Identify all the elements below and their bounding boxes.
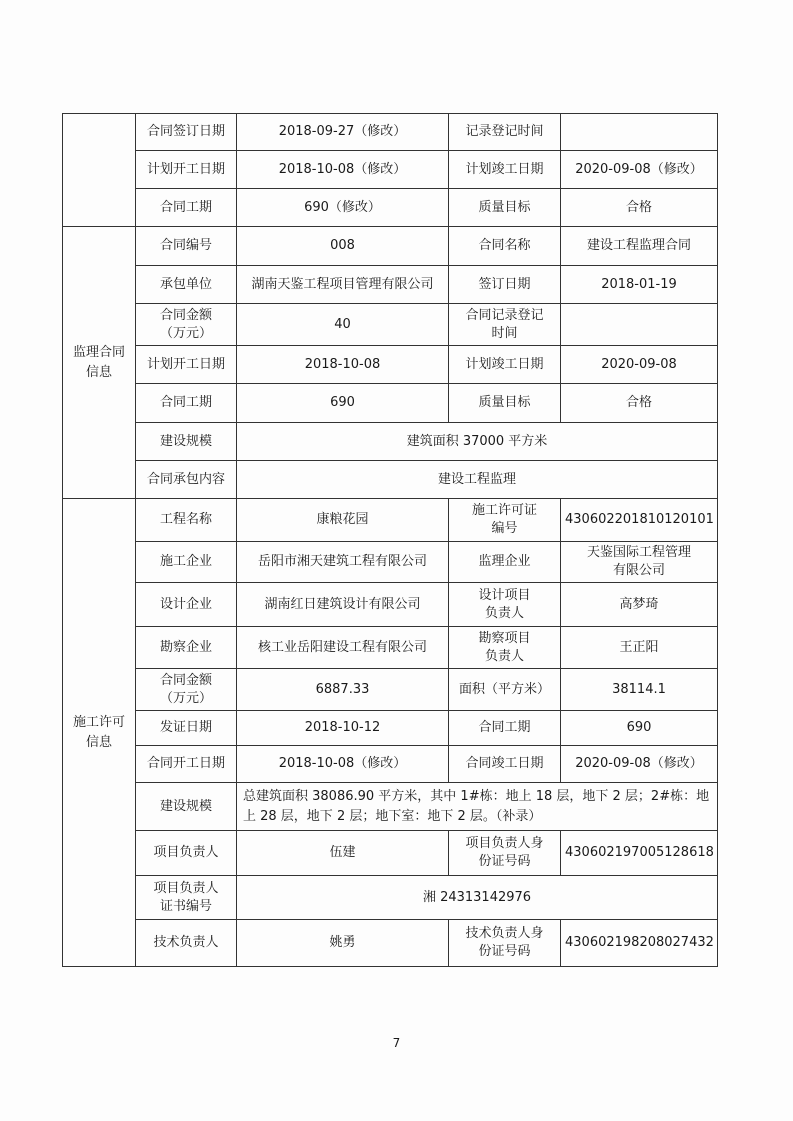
table-row <box>63 669 718 711</box>
table-row <box>63 384 718 423</box>
field-value: 2018-10-12 <box>237 711 449 746</box>
field-label: 合同工期 <box>136 189 237 227</box>
table-row <box>63 151 718 189</box>
field-value: 2018-10-08（修改） <box>237 151 449 189</box>
table-row <box>63 876 718 920</box>
field-label: 合同记录登记 时间 <box>449 304 561 346</box>
field-value: 2020-09-08（修改） <box>561 746 718 783</box>
field-value-wide: 建筑面积 37000 平方米 <box>237 423 718 461</box>
section-title-permit: 施工许可 信息 <box>63 499 136 967</box>
table-row <box>63 627 718 669</box>
field-value: 天鉴国际工程管理 有限公司 <box>561 542 718 583</box>
table-row <box>63 461 718 499</box>
field-label: 合同签订日期 <box>136 114 237 151</box>
field-value-wide: 总建筑面积 38086.90 平方米，其中 1#栋：地上 18 层，地下 2 层；2#栋：地上 28 层，地下 2 层；地下室：地下 2 层。（补录） <box>237 783 718 831</box>
field-value-wide: 湘 24313142976 <box>237 876 718 920</box>
field-value: 690（修改） <box>237 189 449 227</box>
field-value <box>561 304 718 346</box>
field-value: 伍建 <box>237 831 449 876</box>
field-label: 合同竣工日期 <box>449 746 561 783</box>
field-label: 质量目标 <box>449 189 561 227</box>
field-label: 计划开工日期 <box>136 346 237 384</box>
field-value: 690 <box>237 384 449 423</box>
field-label: 记录登记时间 <box>449 114 561 151</box>
table-row <box>63 583 718 627</box>
field-value: 高梦琦 <box>561 583 718 627</box>
field-value: 合格 <box>561 384 718 423</box>
table-row <box>63 304 718 346</box>
table-row <box>63 499 718 542</box>
field-label: 合同名称 <box>449 227 561 266</box>
field-label: 签订日期 <box>449 266 561 304</box>
field-label: 技术负责人 <box>136 920 237 967</box>
field-label: 施工企业 <box>136 542 237 583</box>
field-value: 康粮花园 <box>237 499 449 542</box>
field-value-wide: 建设工程监理 <box>237 461 718 499</box>
field-value: 38114.1 <box>561 669 718 711</box>
field-value: 690 <box>561 711 718 746</box>
field-value: 430602197005128618 <box>561 831 718 876</box>
table-row <box>63 423 718 461</box>
field-value: 合格 <box>561 189 718 227</box>
page-number: 7 <box>392 1036 401 1050</box>
field-value: 2018-10-08（修改） <box>237 746 449 783</box>
field-value: 湖南红日建筑设计有限公司 <box>237 583 449 627</box>
table-row <box>63 746 718 783</box>
field-label: 承包单位 <box>136 266 237 304</box>
field-label: 建设规模 <box>136 783 237 831</box>
field-value <box>561 114 718 151</box>
field-label: 合同承包内容 <box>136 461 237 499</box>
table-row <box>63 783 718 831</box>
field-label: 项目负责人 <box>136 831 237 876</box>
field-label: 发证日期 <box>136 711 237 746</box>
field-value: 2018-01-19 <box>561 266 718 304</box>
field-value: 6887.33 <box>237 669 449 711</box>
table-row <box>63 189 718 227</box>
table-row <box>63 114 718 151</box>
field-label: 合同工期 <box>136 384 237 423</box>
field-label: 勘察企业 <box>136 627 237 669</box>
field-value: 2018-10-08 <box>237 346 449 384</box>
field-value: 岳阳市湘天建筑工程有限公司 <box>237 542 449 583</box>
table-row <box>63 711 718 746</box>
section-header-cell <box>63 114 136 227</box>
field-label: 设计项目 负责人 <box>449 583 561 627</box>
table-row <box>63 920 718 967</box>
field-label: 合同工期 <box>449 711 561 746</box>
field-label: 勘察项目 负责人 <box>449 627 561 669</box>
field-label: 计划竣工日期 <box>449 151 561 189</box>
field-label: 工程名称 <box>136 499 237 542</box>
field-value: 2020-09-08（修改） <box>561 151 718 189</box>
field-label: 建设规模 <box>136 423 237 461</box>
field-value: 王正阳 <box>561 627 718 669</box>
table-row <box>63 542 718 583</box>
field-label: 计划开工日期 <box>136 151 237 189</box>
table-row <box>63 831 718 876</box>
field-label: 质量目标 <box>449 384 561 423</box>
field-value: 430602198208027432 <box>561 920 718 967</box>
field-value: 湖南天鉴工程项目管理有限公司 <box>237 266 449 304</box>
table-row <box>63 266 718 304</box>
field-value: 2018-09-27（修改） <box>237 114 449 151</box>
field-value: 2020-09-08 <box>561 346 718 384</box>
field-value: 008 <box>237 227 449 266</box>
field-value: 建设工程监理合同 <box>561 227 718 266</box>
project-info-table <box>62 113 718 967</box>
field-label: 技术负责人身 份证号码 <box>449 920 561 967</box>
field-value: 核工业岳阳建设工程有限公司 <box>237 627 449 669</box>
table-row <box>63 227 718 266</box>
field-value: 姚勇 <box>237 920 449 967</box>
field-value: 40 <box>237 304 449 346</box>
field-label: 施工许可证 编号 <box>449 499 561 542</box>
field-value: 430602201810120101 <box>561 499 718 542</box>
field-label: 设计企业 <box>136 583 237 627</box>
field-label: 合同编号 <box>136 227 237 266</box>
field-label: 计划竣工日期 <box>449 346 561 384</box>
field-label: 监理企业 <box>449 542 561 583</box>
table-row <box>63 346 718 384</box>
field-label: 面积（平方米） <box>449 669 561 711</box>
field-label: 合同金额 （万元） <box>136 304 237 346</box>
field-label: 合同金额 （万元） <box>136 669 237 711</box>
field-label: 合同开工日期 <box>136 746 237 783</box>
field-label: 项目负责人身 份证号码 <box>449 831 561 876</box>
field-label: 项目负责人 证书编号 <box>136 876 237 920</box>
section-title-supervision: 监理合同 信息 <box>63 227 136 499</box>
